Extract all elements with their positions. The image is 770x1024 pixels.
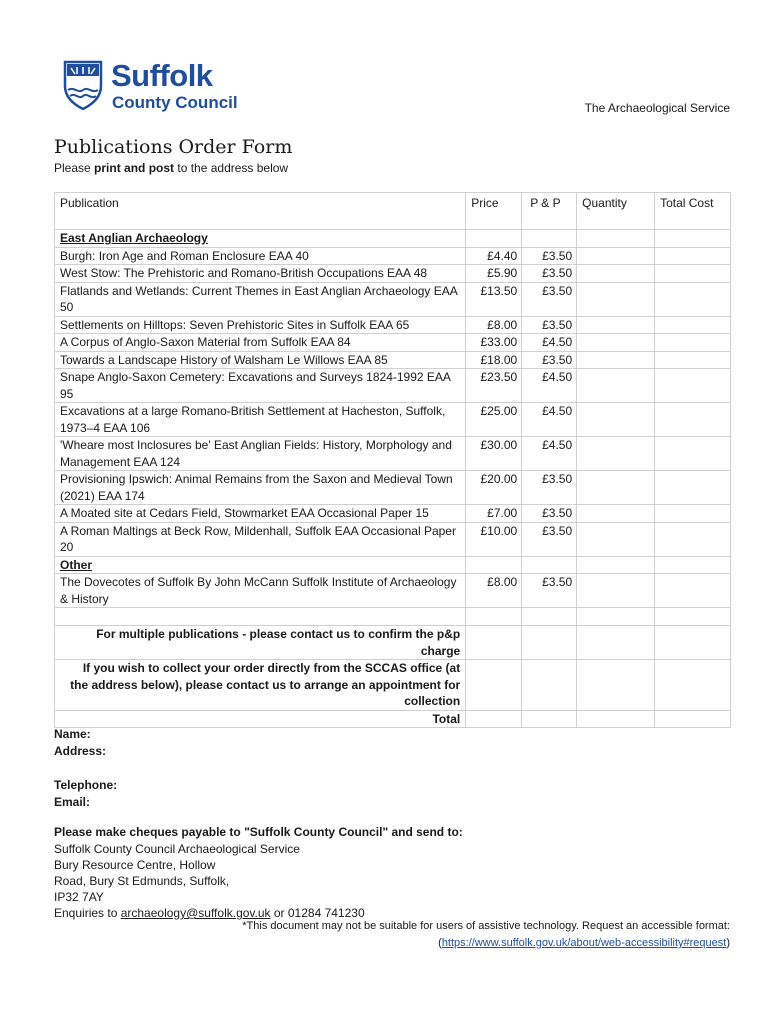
quantity-field[interactable] (577, 574, 655, 608)
publication-pp: £3.50 (522, 505, 577, 523)
publication-row (55, 265, 731, 283)
total-cost-field[interactable] (655, 505, 731, 523)
total-cost-field[interactable] (655, 369, 731, 403)
multiple-note: For multiple publications - please contact us to confirm the p&p charge (55, 626, 466, 660)
publication-row (55, 369, 731, 403)
subtitle-pre: Please (54, 161, 95, 175)
logo-text-suffolk: Suffolk (111, 58, 213, 93)
quantity-field[interactable] (577, 437, 655, 471)
crest-icon (63, 60, 103, 110)
empty-cell (655, 608, 731, 626)
publication-price: £13.50 (466, 282, 522, 316)
email-label: Email: (54, 795, 91, 809)
publication-row (55, 437, 731, 471)
multiple-note-row (55, 626, 731, 660)
address-label: Address: (54, 744, 107, 758)
quantity-field[interactable] (577, 316, 655, 334)
publication-pp: £4.50 (522, 437, 577, 471)
quantity-field[interactable] (577, 660, 655, 711)
total-cost-field[interactable] (655, 437, 731, 471)
subtitle-post: to the address below (174, 161, 289, 175)
publication-pp: £3.50 (522, 265, 577, 283)
publication-price: £23.50 (466, 369, 522, 403)
accessibility-note (242, 918, 730, 952)
address-line-2: Bury Resource Centre, Hollow (54, 858, 216, 872)
header-quantity: Quantity (577, 193, 655, 230)
total-cost-field[interactable] (655, 471, 731, 505)
collect-note: If you wish to collect your order directly from the SCCAS office (at the address below), please contact us to arrange an appointment for collection (55, 660, 466, 711)
quantity-field[interactable] (577, 403, 655, 437)
empty-cell (522, 660, 577, 711)
publication-row (55, 505, 731, 523)
publication-pp: £4.50 (522, 334, 577, 352)
publication-row (55, 403, 731, 437)
grand-total-field[interactable] (655, 710, 731, 728)
total-cost-field[interactable] (655, 403, 731, 437)
publication-row (55, 282, 731, 316)
empty-cell (655, 230, 731, 248)
publication-title: 'Wheare most Inclosures be' East Anglian Fields: History, Morphology and Management EAA 124 (55, 437, 466, 471)
total-cost-field[interactable] (655, 574, 731, 608)
publication-price: £8.00 (466, 574, 522, 608)
total-cost-field[interactable] (655, 351, 731, 369)
publication-price: £33.00 (466, 334, 522, 352)
publication-title: A Moated site at Cedars Field, Stowmarket EAA Occasional Paper 15 (55, 505, 466, 523)
publication-pp: £3.50 (522, 471, 577, 505)
quantity-field[interactable] (577, 505, 655, 523)
empty-cell (522, 230, 577, 248)
publication-price: £4.40 (466, 247, 522, 265)
publication-price: £25.00 (466, 403, 522, 437)
empty-cell (577, 230, 655, 248)
publication-pp: £3.50 (522, 282, 577, 316)
publication-pp: £4.50 (522, 369, 577, 403)
publication-pp: £3.50 (522, 247, 577, 265)
total-row (55, 710, 731, 728)
publication-row (55, 522, 731, 556)
publication-row (55, 316, 731, 334)
header-pp: P & P (522, 193, 577, 230)
section-title: East Anglian Archaeology (55, 230, 466, 248)
publication-pp: £3.50 (522, 351, 577, 369)
total-label: Total (55, 710, 466, 728)
accessibility-text: *This document may not be suitable for users of assistive technology. Request an accessible format: (242, 920, 730, 932)
publication-row (55, 574, 731, 608)
empty-cell (655, 626, 731, 660)
section-row (55, 230, 731, 248)
name-label: Name: (54, 727, 91, 741)
total-quantity-field[interactable] (577, 710, 655, 728)
total-cost-field[interactable] (655, 247, 731, 265)
publication-title: Settlements on Hilltops: Seven Prehistoric Sites in Suffolk EAA 65 (55, 316, 466, 334)
empty-cell (655, 556, 731, 574)
publication-pp: £3.50 (522, 522, 577, 556)
quantity-field[interactable] (577, 265, 655, 283)
empty-cell (577, 608, 655, 626)
empty-cell (577, 626, 655, 660)
quantity-field[interactable] (577, 334, 655, 352)
header-price: Price (466, 193, 522, 230)
publication-row (55, 334, 731, 352)
collect-note-row (55, 660, 731, 711)
suffolk-logo (63, 60, 243, 116)
section-row (55, 556, 731, 574)
publication-title: Flatlands and Wetlands: Current Themes in East Anglian Archaeology EAA 50 (55, 282, 466, 316)
email-link[interactable]: archaeology@suffolk.gov.uk (120, 906, 271, 920)
publication-price: £8.00 (466, 316, 522, 334)
total-cost-field[interactable] (655, 334, 731, 352)
publication-price: £18.00 (466, 351, 522, 369)
empty-cell (522, 556, 577, 574)
empty-cell (466, 626, 522, 660)
total-cost-field[interactable] (655, 316, 731, 334)
accessibility-link[interactable]: https://www.suffolk.gov.uk/about/web-accessibility#request (441, 937, 727, 949)
empty-cell (522, 710, 577, 728)
subtitle (54, 161, 288, 175)
empty-cell (466, 660, 522, 711)
header-total: Total Cost (655, 193, 731, 230)
section-title: Other (55, 556, 466, 574)
quantity-field[interactable] (577, 471, 655, 505)
quantity-field[interactable] (577, 522, 655, 556)
accessibility-url-line: (https://www.suffolk.gov.uk/about/web-accessibility#request) (438, 937, 730, 949)
publication-price: £10.00 (466, 522, 522, 556)
publication-price: £30.00 (466, 437, 522, 471)
publication-row (55, 247, 731, 265)
publication-title: A Corpus of Anglo-Saxon Material from Suffolk EAA 84 (55, 334, 466, 352)
spacer-row (55, 608, 731, 626)
publication-title: The Dovecotes of Suffolk By John McCann Suffolk Institute of Archaeology & History (55, 574, 466, 608)
publication-pp: £3.50 (522, 574, 577, 608)
empty-cell (522, 608, 577, 626)
enquiries-pre: Enquiries to (54, 906, 121, 920)
quantity-field[interactable] (577, 351, 655, 369)
publication-title: Excavations at a large Romano-British Settlement at Hacheston, Suffolk, 1973–4 EAA 106 (55, 403, 466, 437)
address-line-4: IP32 7AY (54, 890, 104, 904)
publication-price: £20.00 (466, 471, 522, 505)
telephone-label: Telephone: (54, 778, 118, 792)
address-line-3: Road, Bury St Edmunds, Suffolk, (54, 874, 230, 888)
cheque-instruction: Please make cheques payable to "Suffolk County Council" and send to: (54, 825, 463, 839)
enquiries-post: or 01284 741230 (270, 906, 365, 920)
order-table (54, 192, 731, 728)
quantity-field[interactable] (577, 282, 655, 316)
quantity-field[interactable] (577, 247, 655, 265)
page-title: Publications Order Form (54, 136, 293, 158)
publication-price: £5.90 (466, 265, 522, 283)
publication-row (55, 471, 731, 505)
empty-cell (466, 556, 522, 574)
header-row (55, 193, 731, 230)
publication-title: A Roman Maltings at Beck Row, Mildenhall, Suffolk EAA Occasional Paper 20 (55, 522, 466, 556)
total-cost-field[interactable] (655, 522, 731, 556)
quantity-field[interactable] (577, 369, 655, 403)
empty-cell (55, 608, 466, 626)
publication-row (55, 351, 731, 369)
total-cost-field[interactable] (655, 265, 731, 283)
publication-title: West Stow: The Prehistoric and Romano-British Occupations EAA 48 (55, 265, 466, 283)
total-cost-field[interactable] (655, 282, 731, 316)
empty-cell (466, 710, 522, 728)
empty-cell (577, 556, 655, 574)
publication-price: £7.00 (466, 505, 522, 523)
empty-cell (522, 626, 577, 660)
empty-cell (466, 230, 522, 248)
publication-title: Towards a Landscape History of Walsham Le Willows EAA 85 (55, 351, 466, 369)
total-field[interactable] (655, 660, 731, 711)
publication-title: Provisioning Ipswich: Animal Remains from the Saxon and Medieval Town (2021) EAA 174 (55, 471, 466, 505)
address-line-1: Suffolk County Council Archaeological Service (54, 842, 300, 856)
publication-title: Burgh: Iron Age and Roman Enclosure EAA 40 (55, 247, 466, 265)
header-publication: Publication (55, 193, 466, 230)
logo-text-council: County Council (112, 93, 238, 112)
publication-pp: £3.50 (522, 316, 577, 334)
publication-pp: £4.50 (522, 403, 577, 437)
publication-title: Snape Anglo-Saxon Cemetery: Excavations and Surveys 1824-1992 EAA 95 (55, 369, 466, 403)
service-name: The Archaeological Service (584, 101, 730, 115)
subtitle-bold: print and post (94, 161, 175, 175)
empty-cell (466, 608, 522, 626)
